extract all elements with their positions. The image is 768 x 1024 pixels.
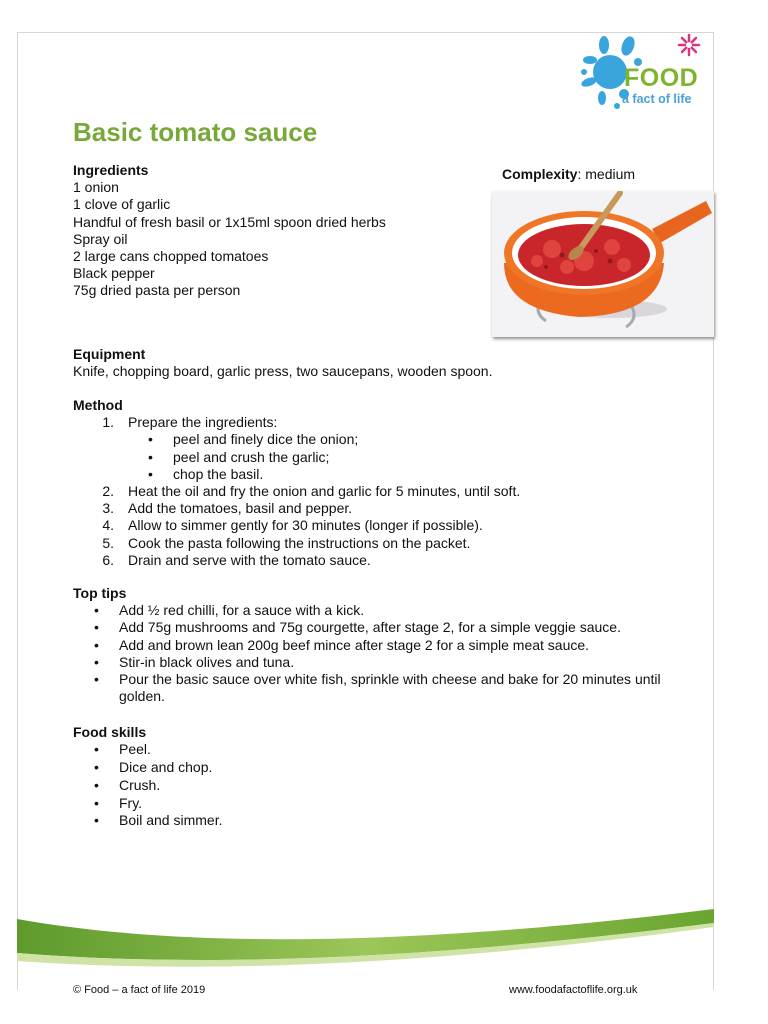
bullet-icon: • (94, 741, 99, 758)
top-tips-section (73, 585, 693, 705)
method-step (73, 500, 713, 517)
tomato-sauce-photo (492, 191, 714, 337)
ingredients-section (73, 162, 493, 300)
ingredients-heading: Ingredients (73, 162, 149, 178)
bullet-icon: • (148, 431, 153, 448)
step-text: Cook the pasta following the instructions on the packet. (128, 534, 471, 551)
tip-item (73, 619, 693, 636)
top-tips-heading: Top tips (73, 585, 127, 601)
ingredient-item: 1 clove of garlic (73, 196, 171, 213)
recipe-title: Basic tomato sauce (73, 117, 318, 147)
bullet-icon: • (94, 602, 99, 619)
footer-website-link[interactable]: www.foodafactoflife.org.uk (509, 984, 638, 996)
method-section (73, 397, 713, 569)
tip-item (73, 602, 693, 619)
tip-item (73, 637, 693, 654)
equipment-list: Knife, chopping board, garlic press, two saucepans, wooden spoon. (73, 363, 493, 380)
food-skills-heading: Food skills (73, 724, 147, 740)
step-text: Drain and serve with the tomato sauce. (128, 551, 371, 568)
tip-text: Pour the basic sauce over white fish, sprinkle with cheese and bake for 20 minutes until golden. (119, 671, 661, 705)
bullet-icon: • (94, 794, 99, 811)
complexity-label: Complexity (502, 166, 578, 182)
ingredient-item: 2 large cans chopped tomatoes (73, 248, 269, 265)
logo-tagline: a fact of life (622, 92, 692, 106)
skill-text: Boil and simmer. (119, 812, 223, 829)
skill-item (73, 777, 473, 795)
method-heading: Method (73, 397, 123, 413)
complexity-rating (502, 166, 635, 182)
step-number: 1. (102, 414, 114, 431)
method-substep (73, 449, 713, 466)
bullet-icon: • (148, 465, 153, 482)
tip-text: Stir-in black olives and tuna. (119, 653, 295, 670)
equipment-heading: Equipment (73, 346, 146, 362)
ingredient-item: Spray oil (73, 230, 128, 247)
step-text: Heat the oil and fry the onion and garlic for 5 minutes, until soft. (128, 483, 521, 500)
saucepan-image-icon (492, 191, 714, 337)
skill-text: Dice and chop. (119, 759, 213, 775)
substep-text: peel and crush the garlic; (173, 448, 330, 465)
method-step (73, 414, 713, 431)
method-step (73, 517, 713, 534)
method-step (73, 552, 713, 569)
method-substep (73, 466, 713, 483)
tip-item (73, 671, 693, 705)
skill-item (73, 795, 473, 813)
tip-text: Add and brown lean 200g beef mince after stage 2 for a simple meat sauce. (119, 636, 590, 653)
footer-copyright: © Food – a fact of life 2019 (73, 984, 206, 996)
skill-text: Fry. (119, 794, 143, 811)
skill-item (73, 812, 473, 830)
ingredient-item: Handful of fresh basil or 1x15ml spoon dried herbs (73, 213, 386, 230)
bullet-icon: • (148, 448, 153, 465)
step-number: 3. (102, 500, 114, 517)
bullet-icon: • (94, 759, 99, 775)
ingredient-item: 1 onion (73, 179, 119, 196)
step-text: Add the tomatoes, basil and pepper. (128, 500, 353, 517)
step-number: 6. (102, 551, 114, 568)
tip-item (73, 654, 693, 671)
bullet-icon: • (94, 619, 99, 636)
ingredient-item: Black pepper (73, 265, 155, 282)
bullet-icon: • (94, 653, 99, 670)
skill-item (73, 741, 473, 759)
complexity-value: : medium (577, 166, 636, 182)
bullet-icon: • (94, 671, 99, 688)
equipment-section (73, 346, 713, 380)
green-swoosh-decoration (17, 905, 714, 975)
bullet-icon: • (94, 776, 99, 793)
step-text: Prepare the ingredients: (128, 414, 278, 431)
method-step (73, 483, 713, 500)
tip-text: Add ½ red chilli, for a sauce with a kick. (119, 602, 365, 619)
ingredient-item: 75g dried pasta per person (73, 282, 241, 299)
method-step (73, 535, 713, 552)
tip-text: Add 75g mushrooms and 75g courgette, after stage 2, for a simple veggie sauce. (119, 619, 621, 636)
bullet-icon: • (94, 636, 99, 653)
food-skills-section (73, 724, 473, 830)
substep-text: chop the basil. (173, 465, 264, 482)
step-number: 4. (102, 517, 114, 534)
skill-text: Crush. (119, 776, 161, 793)
skill-text: Peel. (119, 741, 151, 758)
bullet-icon: • (94, 812, 99, 829)
logo-food-text: FOOD (624, 64, 699, 92)
step-number: 2. (102, 483, 114, 500)
method-substep (73, 431, 713, 448)
skill-item (73, 759, 473, 777)
substep-text: peel and finely dice the onion; (173, 431, 359, 448)
step-text: Allow to simmer gently for 30 minutes (longer if possible). (128, 517, 483, 534)
step-number: 5. (102, 534, 114, 551)
